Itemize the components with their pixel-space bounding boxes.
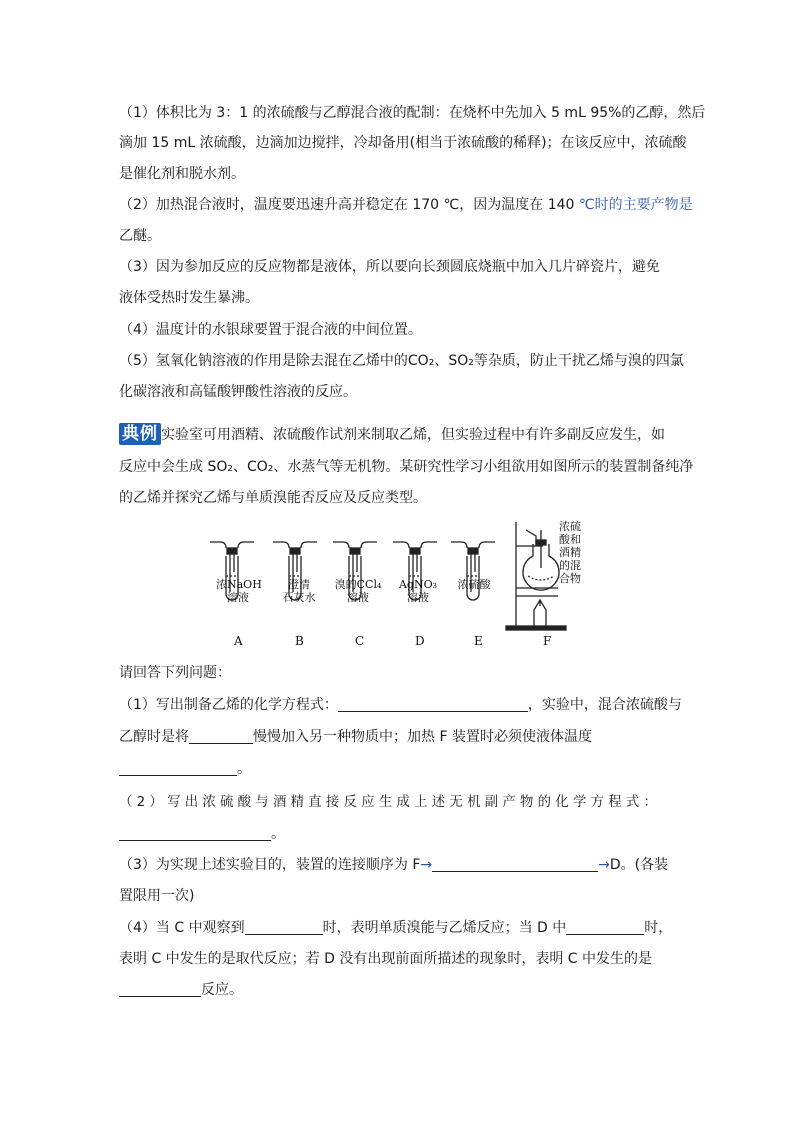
answer-blank-1[interactable]	[338, 695, 528, 712]
label-b: B	[295, 634, 304, 648]
caption-f-line-1: 浓硫	[559, 520, 581, 533]
label-a: A	[234, 634, 243, 648]
caption-d-line-1: AgNO₃	[398, 578, 438, 591]
answer-blank-3[interactable]	[119, 759, 237, 776]
caption-b-line-1: 澄清	[288, 578, 310, 591]
example-line-2: 反应中会生成 SO₂、CO₂、水蒸气等无机物。某研究性学习小组欲用如图所示的装置制备纯净	[119, 459, 694, 475]
question-1-text-4: 慢慢加入另一种物质中；加热 F 装置时必须使液体温度	[253, 729, 592, 745]
answer-blank-8[interactable]	[119, 980, 201, 997]
note-5-line-1: （5）氢氧化钠溶液的作用是除去混在乙烯中的CO₂、SO₂等杂质，防止干扰乙烯与溴的四氯	[119, 353, 684, 369]
question-1-text-3: 乙醇时是将	[119, 729, 189, 745]
label-e: E	[474, 634, 483, 648]
question-2-line-1: （ 2 ） 写 出 浓 硫 酸 与 酒 精 直 接 反 应 生 成 上 述 无 机 副 产 物 的 化 学 方 程 式 ：	[119, 795, 657, 810]
example-line-1	[119, 420, 665, 451]
caption-c-line-2: 溶液	[347, 591, 369, 604]
label-f: F	[543, 634, 552, 648]
caption-a	[216, 578, 260, 604]
caption-f	[556, 520, 584, 585]
note-2-line-1	[119, 190, 693, 221]
caption-f-line-2: 酸和	[559, 533, 581, 546]
answer-blank-5[interactable]	[432, 855, 598, 872]
note-1-line-2: 滴加 15 mL 浓硫酸，边滴加边搅拌，冷却备用(相当于浓硫酸的稀释)；在该反应中，浓硫酸	[119, 135, 687, 151]
question-1-text-2: ，实验中，混合浓硫酸与	[527, 697, 682, 713]
question-3-line-2: 置限用一次)	[119, 888, 195, 904]
label-c: C	[355, 634, 365, 648]
answer-blank-4[interactable]	[119, 824, 271, 841]
caption-b	[279, 578, 319, 604]
question-3-line-1	[119, 850, 668, 881]
caption-e-line-1: 浓硫酸	[457, 578, 491, 591]
caption-a-line-1: 浓NaOH	[216, 578, 262, 591]
note-1-line-1: （1）体积比为 3：1 的浓硫酸与乙醇混合液的配制：在烧杯中先加入 5 mL 95%的乙醇，然后	[119, 105, 706, 121]
note-3-line-2: 液体受热时发生暴沸。	[119, 290, 259, 306]
answer-blank-7[interactable]	[566, 918, 644, 935]
caption-d	[396, 578, 440, 604]
caption-d-line-2: 溶液	[407, 591, 429, 604]
question-4-text-4: 反应。	[201, 982, 243, 998]
note-3-line-1: （3）因为参加反应的反应物都是液体，所以要向长颈圆底烧瓶中加入几片碎瓷片，避免	[119, 259, 660, 275]
question-2-text-2: 。	[271, 826, 285, 842]
caption-c-line-1: 溴的CCl₄	[334, 578, 382, 591]
question-4-text-2: 时，表明单质溴能与乙烯反应；当 D 中	[322, 920, 567, 936]
caption-c	[334, 578, 382, 604]
note-1-line-3: 是催化剂和脱水剂。	[119, 166, 245, 182]
question-1-line-3	[119, 754, 251, 785]
example-text-1: 实验室可用酒精、浓硫酸作试剂来制取乙烯，但实验过程中有许多副反应发生，如	[161, 427, 665, 443]
answer-blank-6[interactable]	[245, 918, 323, 935]
question-3-text-1: （3）为实现上述实验目的，装置的连接顺序为 F	[119, 857, 421, 873]
question-4-line-1	[119, 913, 672, 944]
test-tube-e	[451, 542, 495, 600]
label-d: D	[415, 634, 425, 648]
note-2-text: （2）加热混合液时，温度要迅速升高并稳定在 170 ℃，因为温度在 140	[119, 197, 579, 213]
question-2-line-2	[119, 819, 285, 850]
questions-intro: 请回答下列问题：	[119, 665, 231, 681]
question-4-line-2: 表明 C 中发生的是取代反应；若 D 没有出现前面所描述的现象时，表明 C 中发生的是	[119, 951, 653, 967]
caption-e	[452, 578, 496, 591]
example-badge: 典例	[119, 423, 161, 445]
question-1-text-5: 。	[237, 761, 251, 777]
question-3-text-2: D。(各装	[609, 857, 669, 873]
answer-blank-2[interactable]	[189, 727, 253, 744]
question-1-line-1	[119, 690, 682, 721]
caption-a-line-2: 溶液	[227, 591, 249, 604]
caption-f-line-4: 的混	[559, 559, 581, 572]
arrow-icon: →	[598, 857, 610, 873]
question-1-text-1: （1）写出制备乙烯的化学方程式：	[119, 697, 338, 713]
note-2-highlight: ℃时的主要产物是	[578, 197, 693, 213]
caption-f-line-5: 合物	[559, 572, 581, 585]
caption-f-line-3: 酒精	[559, 546, 581, 559]
apparatus-figure	[98, 516, 598, 652]
example-line-3: 的乙烯并探究乙烯与单质溴能否反应及反应类型。	[119, 490, 427, 506]
note-5-line-2: 化碳溶液和高锰酸钾酸性溶液的反应。	[119, 384, 357, 400]
caption-b-line-2: 石灰水	[282, 591, 316, 604]
question-4-text-3: 时，	[644, 920, 673, 936]
note-4: （4）温度计的水银球要置于混合液的中间位置。	[119, 322, 422, 338]
question-4-line-3	[119, 975, 243, 1006]
question-1-line-2	[119, 722, 592, 753]
arrow-icon: →	[420, 857, 433, 873]
note-2-line-2: 乙醚。	[119, 228, 161, 244]
question-4-text-1: （4）当 C 中观察到	[119, 920, 245, 936]
